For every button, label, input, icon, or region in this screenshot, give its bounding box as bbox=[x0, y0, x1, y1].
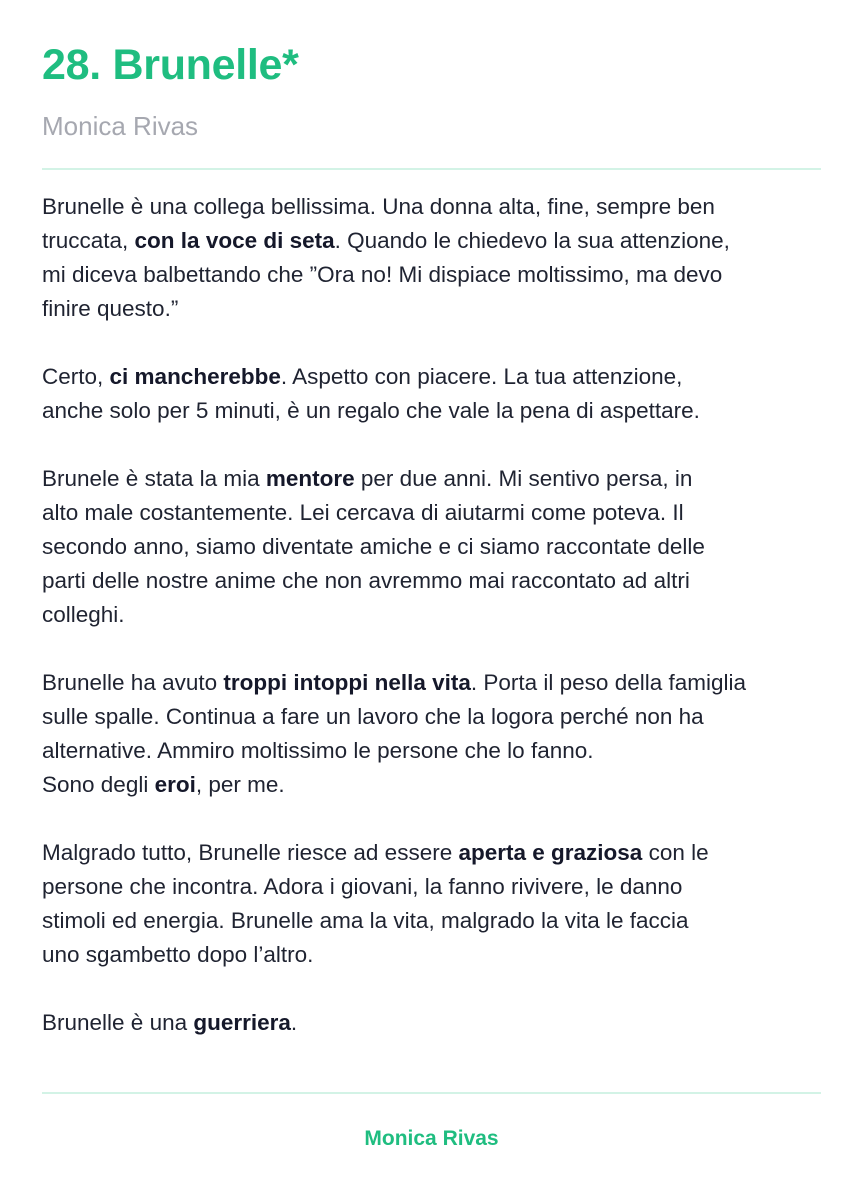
footer-divider bbox=[42, 1092, 821, 1094]
text-run: Brunelle ha avuto bbox=[42, 670, 224, 695]
text-run: . Porta il peso della famiglia bbox=[470, 670, 747, 695]
text-run: alto male costantemente. Lei cercava di aiutarmi come poteva. Il bbox=[42, 500, 684, 525]
story-paragraph bbox=[42, 462, 821, 632]
text-run: anche solo per 5 minuti, è un regalo che vale la pena di aspettare. bbox=[42, 398, 700, 423]
text-run: Brunele è stata la mia bbox=[42, 466, 266, 491]
text-run: uno sgambetto dopo l’altro. bbox=[42, 942, 314, 967]
text-run: . Aspetto con piacere. La tua attenzione, bbox=[280, 364, 683, 389]
text-run: Brunelle è una collega bellissima. Una donna alta, fine, sempre ben bbox=[42, 194, 715, 219]
text-run: finire questo.” bbox=[42, 296, 179, 321]
bold-phrase: aperta e graziosa bbox=[458, 840, 643, 865]
bold-phrase: eroi bbox=[154, 772, 196, 797]
text-run: sulle spalle. Continua a fare un lavoro che la logora perché non ha bbox=[42, 704, 704, 729]
text-run: con le bbox=[642, 840, 709, 865]
text-run: colleghi. bbox=[42, 602, 125, 627]
text-run: . Quando le chiedevo la sua attenzione, bbox=[334, 228, 730, 253]
story-paragraph bbox=[42, 360, 821, 428]
story-paragraph bbox=[42, 1006, 821, 1040]
bold-phrase: guerriera bbox=[193, 1010, 291, 1035]
text-run: parti delle nostre anime che non avremmo mai raccontato ad altri bbox=[42, 568, 690, 593]
bold-phrase: mentore bbox=[265, 466, 355, 491]
text-run: Malgrado tutto, Brunelle riesce ad essere bbox=[42, 840, 459, 865]
text-run: Brunelle è una bbox=[42, 1010, 194, 1035]
text-run: per due anni. Mi sentivo persa, in bbox=[354, 466, 693, 491]
text-run: secondo anno, siamo diventate amiche e ci siamo raccontate delle bbox=[42, 534, 705, 559]
footer-author: Monica Rivas bbox=[364, 1127, 499, 1150]
story-paragraph bbox=[42, 666, 821, 802]
text-run: , per me. bbox=[195, 772, 285, 797]
story-body bbox=[42, 190, 821, 1074]
story-paragraph bbox=[42, 836, 821, 972]
story-page bbox=[42, 0, 821, 1200]
bold-phrase: ci mancherebbe bbox=[109, 364, 281, 389]
header-divider bbox=[42, 168, 821, 170]
bold-phrase: troppi intoppi nella vita bbox=[223, 670, 471, 695]
text-run: . bbox=[290, 1010, 298, 1035]
story-paragraph bbox=[42, 190, 821, 326]
text-run: alternative. Ammiro moltissimo le persone che lo fanno. bbox=[42, 738, 594, 763]
bold-phrase: con la voce di seta bbox=[134, 228, 335, 253]
text-run: mi diceva balbettando che ”Ora no! Mi dispiace moltissimo, ma devo bbox=[42, 262, 723, 287]
text-run: truccata, bbox=[42, 228, 135, 253]
story-title: 28. Brunelle* bbox=[42, 41, 299, 89]
text-run: Sono degli bbox=[42, 772, 155, 797]
text-run: stimoli ed energia. Brunelle ama la vita, malgrado la vita le faccia bbox=[42, 908, 689, 933]
story-author: Monica Rivas bbox=[42, 111, 199, 141]
text-run: Certo, bbox=[42, 364, 110, 389]
text-run: persone che incontra. Adora i giovani, la fanno rivivere, le danno bbox=[42, 874, 683, 899]
